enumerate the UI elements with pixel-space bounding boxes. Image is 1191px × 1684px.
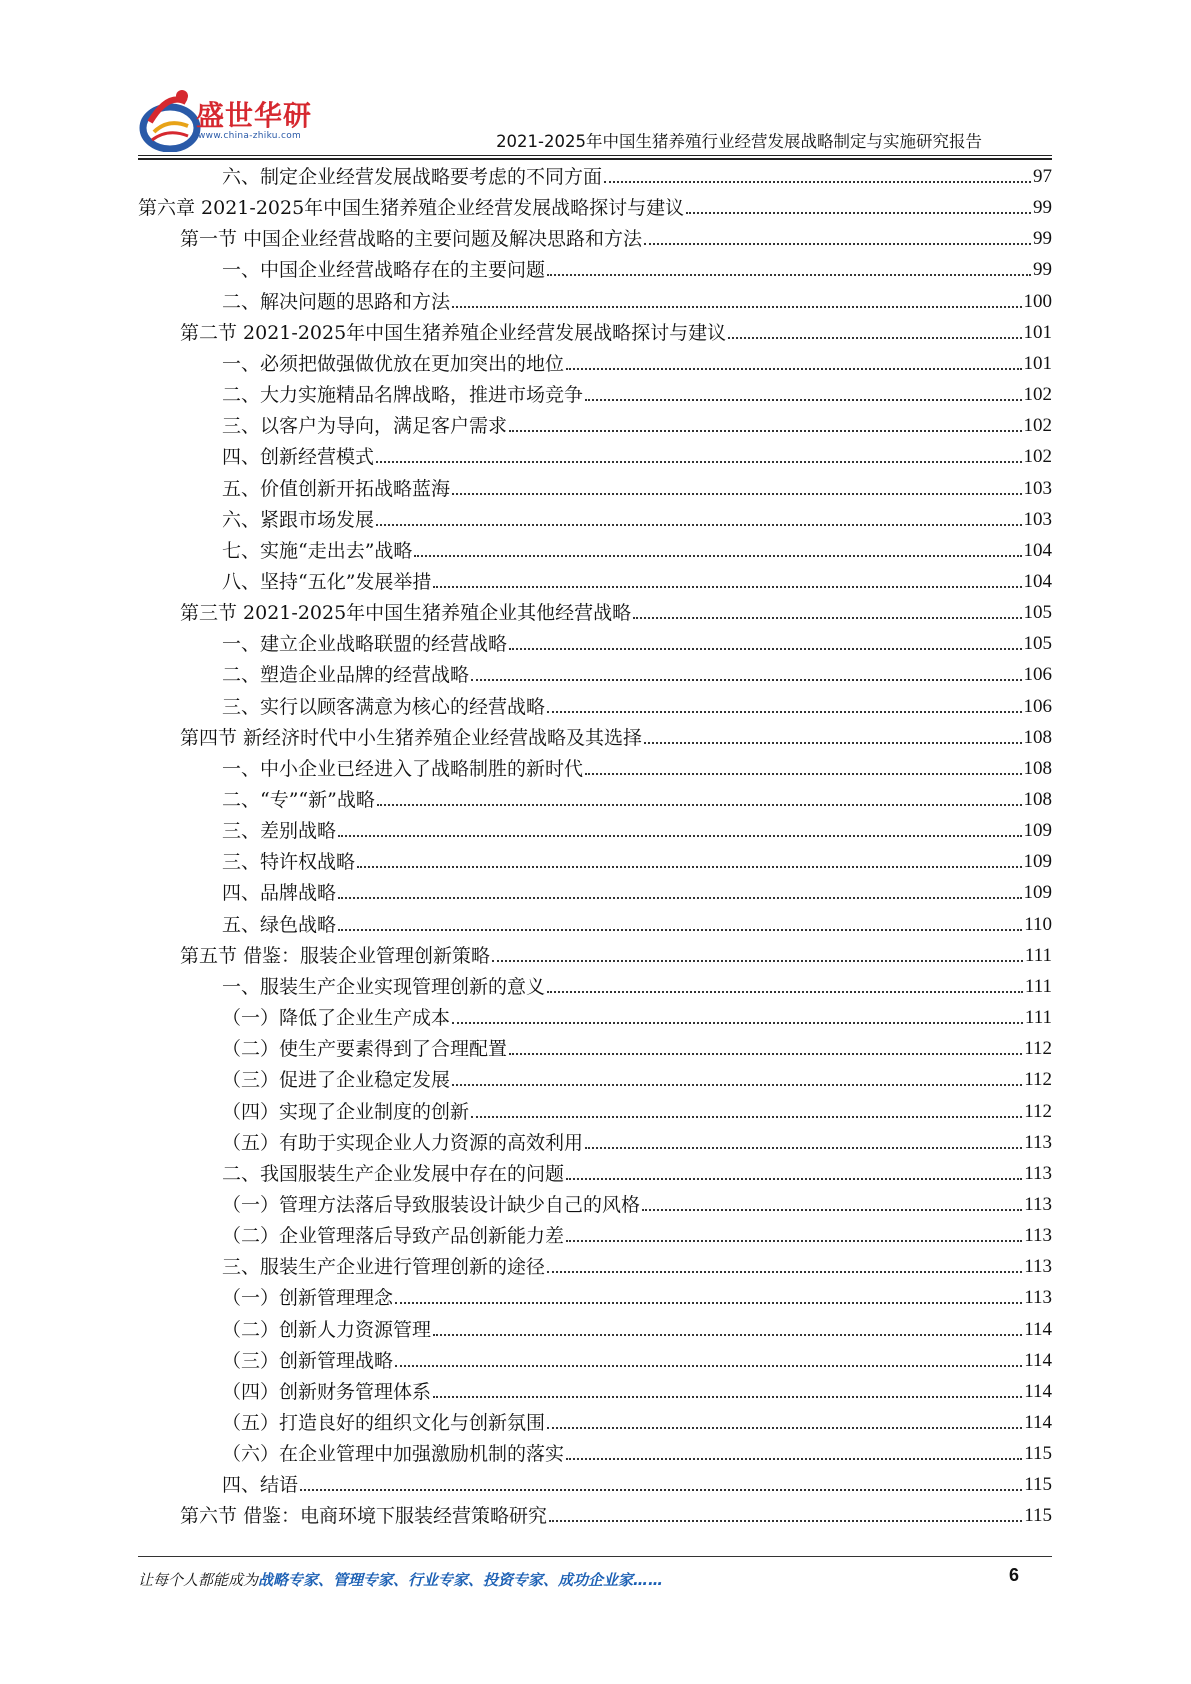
toc-entry[interactable] — [180, 720, 1052, 751]
page-header — [0, 0, 1191, 160]
toc-entry[interactable] — [222, 969, 1052, 1000]
toc-entry-title: （一）创新管理理念 — [222, 1287, 394, 1310]
toc-entry-page: 108 — [1023, 757, 1052, 779]
toc-leader-dots — [633, 617, 1021, 619]
toc-leader-dots — [452, 1022, 1023, 1024]
toc-entry-page: 113 — [1024, 1193, 1052, 1215]
toc-entry[interactable] — [222, 689, 1052, 720]
toc-entry[interactable] — [222, 844, 1052, 875]
toc-leader-dots — [357, 866, 1021, 868]
footer-divider — [138, 1556, 1052, 1557]
toc-entry-page: 112 — [1024, 1100, 1052, 1122]
toc-entry-page: 111 — [1024, 944, 1052, 966]
toc-leader-dots — [452, 493, 1021, 495]
toc-entry-title: 第五节 借鉴：服装企业管理创新策略 — [180, 944, 491, 967]
toc-leader-dots — [566, 368, 1021, 370]
toc-entry-title: 二、“专”“新”战略 — [222, 789, 375, 811]
toc-entry-title: 六、制定企业经营发展战略要考虑的不同方面 — [222, 166, 603, 188]
toc-entry-title: 第四节 新经济时代中小生猪养殖企业经营战略及其选择 — [180, 726, 643, 749]
toc-entry-title: 一、必须把做强做优放在更加突出的地位 — [222, 352, 565, 375]
toc-entry-title: 四、创新经营模式 — [222, 446, 375, 469]
toc-entry[interactable] — [222, 1405, 1052, 1436]
toc-entry-title: 三、以客户为导向，满足客户需求 — [222, 415, 508, 438]
toc-entry-title: 第六章 2021-2025年中国生猪养殖企业经营发展战略探讨与建议 — [138, 197, 685, 220]
toc-entry-title: 第三节 2021-2025年中国生猪养殖企业其他经营战略 — [180, 602, 632, 625]
toc-entry-title: （六）在企业管理中加强激励机制的落实 — [222, 1443, 565, 1466]
toc-entry[interactable] — [222, 1031, 1052, 1062]
toc-entry-title: 三、特许权战略 — [222, 851, 356, 874]
toc-entry-page: 100 — [1023, 290, 1052, 312]
toc-entry-title: 第二节 2021-2025年中国生猪养殖企业经营发展战略探讨与建议 — [180, 321, 727, 344]
toc-entry-page: 112 — [1024, 1038, 1052, 1060]
toc-entry[interactable] — [222, 471, 1052, 502]
toc-entry[interactable] — [222, 346, 1052, 377]
toc-leader-dots — [642, 1209, 1022, 1211]
toc-entry-title: 七、实施“走出去”战略 — [222, 539, 413, 562]
toc-entry[interactable] — [222, 377, 1052, 408]
toc-leader-dots — [471, 679, 1021, 681]
toc-leader-dots — [547, 1271, 1022, 1273]
toc-entry-page: 103 — [1023, 477, 1052, 499]
header-divider — [138, 155, 1052, 156]
toc-entry-title: 二、塑造企业品牌的经营战略 — [222, 664, 470, 687]
toc-entry[interactable] — [222, 1436, 1052, 1467]
toc-entry-title: 二、我国服装生产企业发展中存在的问题 — [222, 1162, 565, 1185]
toc-entry[interactable] — [222, 657, 1052, 688]
toc-entry-page: 115 — [1024, 1474, 1052, 1496]
toc-entry-page: 99 — [1033, 228, 1052, 250]
toc-leader-dots — [547, 274, 1031, 276]
toc-entry-page: 109 — [1023, 820, 1052, 842]
toc-entry-page: 99 — [1033, 259, 1052, 281]
toc-entry[interactable] — [222, 533, 1052, 564]
toc-entry[interactable] — [180, 315, 1052, 346]
toc-entry-title: （四）实现了企业制度的创新 — [222, 1100, 470, 1123]
logo-url: www.china-zhiku.com — [198, 131, 302, 141]
toc-entry-title: 第一节 中国企业经营战略的主要问题及解决思路和方法 — [180, 228, 643, 251]
toc-entry-title: 一、建立企业战略联盟的经营战略 — [222, 633, 508, 656]
toc-entry-page: 115 — [1024, 1443, 1052, 1465]
toc-leader-dots — [509, 648, 1021, 650]
toc-leader-dots — [338, 835, 1021, 837]
toc-entry[interactable] — [222, 1000, 1052, 1031]
toc-entry[interactable] — [222, 1343, 1052, 1374]
toc-entry-title: 一、中国企业经营战略存在的主要问题 — [222, 259, 546, 282]
page-number: 6 — [1009, 1565, 1020, 1585]
toc-leader-dots — [566, 1240, 1022, 1242]
toc-entry-page: 105 — [1023, 633, 1052, 655]
toc-leader-dots — [414, 555, 1021, 557]
toc-entry-title: （一）降低了企业生产成本 — [222, 1007, 451, 1030]
toc-entry-page: 113 — [1024, 1287, 1052, 1309]
toc-leader-dots — [585, 399, 1021, 401]
toc-leader-dots — [509, 430, 1021, 432]
toc-entry[interactable] — [222, 408, 1052, 439]
toc-entry[interactable] — [180, 221, 1052, 252]
toc-leader-dots — [644, 742, 1021, 744]
toc-entry[interactable] — [222, 564, 1052, 595]
toc-leader-dots — [338, 897, 1021, 899]
toc-entry[interactable] — [180, 1498, 1052, 1529]
toc-entry-page: 113 — [1024, 1131, 1052, 1153]
toc-entry[interactable] — [222, 439, 1052, 470]
toc-leader-dots — [549, 1520, 1022, 1522]
toc-entry-title: 四、结语 — [222, 1474, 299, 1497]
toc-entry-title: 五、价值创新开拓战略蓝海 — [222, 477, 451, 500]
toc-entry[interactable] — [222, 1156, 1052, 1187]
toc-leader-dots — [492, 960, 1023, 962]
toc-entry-page: 104 — [1023, 539, 1052, 561]
toc-entry-page: 112 — [1024, 1069, 1052, 1091]
toc-entry-title: 二、大力实施精品名牌战略，推进市场竞争 — [222, 384, 584, 407]
toc-entry-page: 103 — [1023, 508, 1052, 530]
toc-leader-dots — [452, 306, 1021, 308]
toc-entry-title: （三）促进了企业稳定发展 — [222, 1069, 451, 1092]
toc-leader-dots — [644, 243, 1031, 245]
toc-entry-page: 102 — [1023, 415, 1052, 437]
toc-leader-dots — [585, 1147, 1022, 1149]
toc-entry-page: 101 — [1023, 352, 1052, 374]
toc-entry-page: 113 — [1024, 1256, 1052, 1278]
toc-entry[interactable] — [222, 1312, 1052, 1343]
toc-entry-page: 114 — [1024, 1380, 1052, 1402]
toc-leader-dots — [300, 1489, 1022, 1491]
toc-entry-title: （五）打造良好的组织文化与创新氛围 — [222, 1412, 546, 1434]
toc-entry-page: 106 — [1023, 664, 1052, 686]
toc-entry-page: 102 — [1023, 384, 1052, 406]
slogan-highlight: 战略专家、管理专家、行业专家、投资专家、成功企业家…… — [258, 1571, 664, 1589]
toc-leader-dots — [585, 773, 1021, 775]
toc-entry-page: 114 — [1024, 1349, 1052, 1371]
toc-entry-page: 110 — [1024, 913, 1052, 935]
toc-entry-page: 111 — [1024, 975, 1052, 997]
slogan-lead: 让每个人都能成为 — [138, 1571, 259, 1589]
toc-entry-title: （四）创新财务管理体系 — [222, 1380, 432, 1403]
toc-entry-title: 五、绿色战略 — [222, 913, 337, 936]
toc-entry-title: 三、实行以顾客满意为核心的经营战略 — [222, 695, 546, 718]
toc-leader-dots — [376, 461, 1021, 463]
toc-entry[interactable] — [222, 626, 1052, 657]
toc-leader-dots — [433, 1396, 1022, 1398]
toc-entry[interactable] — [222, 1187, 1052, 1218]
toc-leader-dots — [604, 181, 1031, 183]
toc-entry[interactable] — [222, 1467, 1052, 1498]
toc-entry[interactable] — [180, 938, 1052, 969]
toc-entry-title: （三）创新管理战略 — [222, 1349, 394, 1372]
toc-leader-dots — [395, 1365, 1022, 1367]
toc-entry[interactable] — [222, 1062, 1052, 1093]
toc-entry-title: 八、坚持“五化”发展举措 — [222, 570, 432, 593]
toc-leader-dots — [433, 586, 1021, 588]
toc-entry-page: 111 — [1024, 1007, 1052, 1029]
toc-leader-dots — [377, 804, 1022, 806]
toc-entry[interactable] — [222, 284, 1052, 315]
toc-entry-title: （二）创新人力资源管理 — [222, 1318, 432, 1341]
toc-entry-page: 108 — [1023, 726, 1052, 748]
toc-entry[interactable] — [222, 1125, 1052, 1156]
toc-entry[interactable] — [222, 813, 1052, 844]
toc-leader-dots — [433, 1334, 1022, 1336]
toc-leader-dots — [452, 1084, 1022, 1086]
toc-leader-dots — [471, 1116, 1022, 1118]
toc-entry[interactable] — [222, 907, 1052, 938]
toc-leader-dots — [509, 1053, 1022, 1055]
toc-entry-page: 108 — [1023, 789, 1052, 810]
toc-entry[interactable] — [222, 252, 1052, 283]
toc-entry[interactable] — [222, 782, 1052, 813]
toc-entry-page: 109 — [1023, 851, 1052, 873]
toc-leader-dots — [376, 524, 1021, 526]
toc-entry-page: 113 — [1024, 1225, 1052, 1247]
toc-entry[interactable] — [222, 1218, 1052, 1249]
toc-entry[interactable] — [180, 595, 1052, 626]
logo-text: 盛世华研 — [196, 99, 313, 132]
toc-entry-title: 三、服装生产企业进行管理创新的途径 — [222, 1256, 546, 1279]
toc-entry-page: 102 — [1023, 446, 1052, 468]
toc-leader-dots — [547, 1427, 1022, 1429]
toc-entry-title: 六、紧跟市场发展 — [222, 508, 375, 531]
toc-entry-page: 115 — [1024, 1505, 1052, 1527]
toc-leader-dots — [395, 1302, 1022, 1304]
toc-entry[interactable] — [222, 1094, 1052, 1125]
toc-entry-page: 105 — [1023, 602, 1052, 624]
toc-entry[interactable] — [222, 159, 1052, 190]
toc-entry-page: 106 — [1023, 695, 1052, 717]
toc-entry-page: 113 — [1024, 1162, 1052, 1184]
toc-entry-title: 第六节 借鉴：电商环境下服装经营策略研究 — [180, 1505, 548, 1528]
toc-entry-page: 104 — [1023, 570, 1052, 592]
toc-entry[interactable] — [222, 1280, 1052, 1311]
toc-leader-dots — [547, 991, 1023, 993]
toc-leader-dots — [728, 337, 1021, 339]
toc-entry-title: 三、差别战略 — [222, 820, 337, 843]
toc-entry[interactable] — [222, 1249, 1052, 1280]
toc-leader-dots — [566, 1458, 1022, 1460]
toc-entry-title: 一、中小企业已经进入了战略制胜的新时代 — [222, 757, 584, 780]
toc-entry-title: 四、品牌战略 — [222, 882, 337, 905]
toc-leader-dots — [566, 1178, 1022, 1180]
toc-entry-title: 二、解决问题的思路和方法 — [222, 290, 451, 313]
footer-slogan — [138, 1569, 663, 1590]
toc-entry-title: （二）使生产要素得到了合理配置 — [222, 1038, 508, 1061]
toc-leader-dots — [547, 711, 1021, 713]
toc-entry[interactable] — [222, 502, 1052, 533]
toc-entry[interactable] — [138, 190, 1052, 221]
toc-entry-title: 一、服装生产企业实现管理创新的意义 — [222, 975, 546, 998]
toc-entry-page: 114 — [1024, 1318, 1052, 1340]
toc-entry[interactable] — [222, 751, 1052, 782]
toc-entry-page: 109 — [1023, 882, 1052, 904]
toc-entry-page: 101 — [1023, 321, 1052, 343]
toc-entry[interactable] — [222, 875, 1052, 906]
toc-leader-dots — [338, 929, 1022, 931]
toc-entry[interactable] — [222, 1374, 1052, 1405]
toc-entry-title: （一）管理方法落后导致服装设计缺少自己的风格 — [222, 1193, 641, 1216]
report-title: 2021-2025年中国生猪养殖行业经营发展战略制定与实施研究报告 — [496, 132, 982, 151]
toc-entry-title: （二）企业管理落后导致产品创新能力差 — [222, 1225, 565, 1248]
toc-leader-dots — [686, 212, 1031, 214]
toc-entry-title: （五）有助于实现企业人力资源的高效利用 — [222, 1131, 584, 1154]
toc-entry-page: 99 — [1033, 197, 1052, 219]
toc-entry-page: 97 — [1033, 166, 1052, 187]
toc-entry-page: 114 — [1024, 1412, 1052, 1433]
